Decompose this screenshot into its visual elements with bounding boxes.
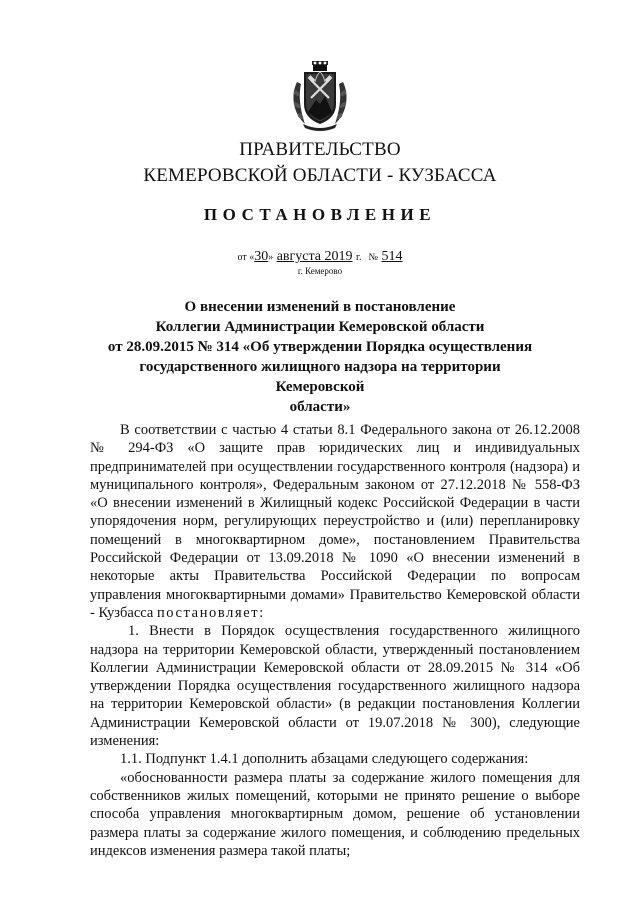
paragraph-item-1-1: 1.1. Подпункт 1.4.1 дополнить абзацами следующего содержания: — [120, 751, 529, 768]
paragraph-item-1: 1. Внести в Порядок осуществления государственного жилищного надзора на территории Кемеровской области, утвержденный постановлением Коллегии Администрации Кемеровской области от 28.09.2015 № 314 «Об утверждении Порядка осуществления государственного жилищного надзора на территории Кемеровской области» (в редакции постановления Коллегии Администрации Кемеровской области от 19.07.2018 № 300), следующие изменения: — [90, 623, 580, 750]
date-line — [0, 249, 640, 265]
document-body — [90, 421, 580, 860]
government-name-line2: КЕМЕРОВСКОЙ ОБЛАСТИ - КУЗБАССА — [143, 165, 497, 186]
document-type-heading: ПОСТАНОВЛЕНИЕ — [203, 205, 437, 224]
date-month-year: августа 2019 — [276, 249, 353, 264]
date-day: 30 — [254, 249, 269, 264]
date-prefix: от « — [237, 252, 255, 263]
preamble-text: В соответствии с частью 4 статьи 8.1 Федерального закона от 26.12.2008 № 294-ФЗ «О защите прав юридических лиц и индивидуальных предпринимателей при осуществлении государственного контроля (надзора) и муниципального контроля», Федеральным законом от 27.12.2018 № 558-ФЗ «О внесении изменений в Жилищный кодекс Российской Федерации в части упорядочения норм, регулирующих переустройство и (или) перепланировку помещений в многоквартирном доме», постановлением Правительства Российской Федерации от 13.09.2018 № 1090 «О внесении изменений в некоторые акты Правительства Российской Федерации по вопросам управления многоквартирными домами» Правительство Кемеровской области - Кузбасса — [90, 422, 580, 621]
paragraph-quoted-text: «обоснованности размера платы за содержание жилого помещения для собственников жилых помещений, которыми не принято решение о выборе способа управления многоквартирным домом, решение об установлении размера платы за содержание жилого помещения, и соблюдению предельных индексов изменения размера такой платы; — [90, 769, 580, 859]
coat-of-arms-icon — [289, 60, 351, 132]
title-line: Коллегии Администрации Кемеровской области — [155, 319, 485, 335]
paragraph-preamble — [90, 421, 580, 622]
government-name-line1: ПРАВИТЕЛЬСТВО — [239, 139, 401, 160]
document-title — [95, 297, 545, 417]
title-line: О внесении изменений в постановление — [184, 299, 456, 315]
title-line: области» — [289, 399, 351, 415]
document-number: 514 — [381, 249, 403, 264]
title-line: от 28.09.2015 № 314 «Об утверждении Порядка осуществления — [107, 339, 533, 355]
city-name: г. Кемерово — [297, 266, 343, 276]
date-mid: » — [268, 252, 274, 263]
document-number-label: № — [368, 252, 379, 263]
decree-word: постановляет: — [156, 604, 265, 621]
title-line: государственного жилищного надзора на территории Кемеровской — [139, 359, 501, 395]
date-year-suffix: г. — [356, 252, 362, 263]
